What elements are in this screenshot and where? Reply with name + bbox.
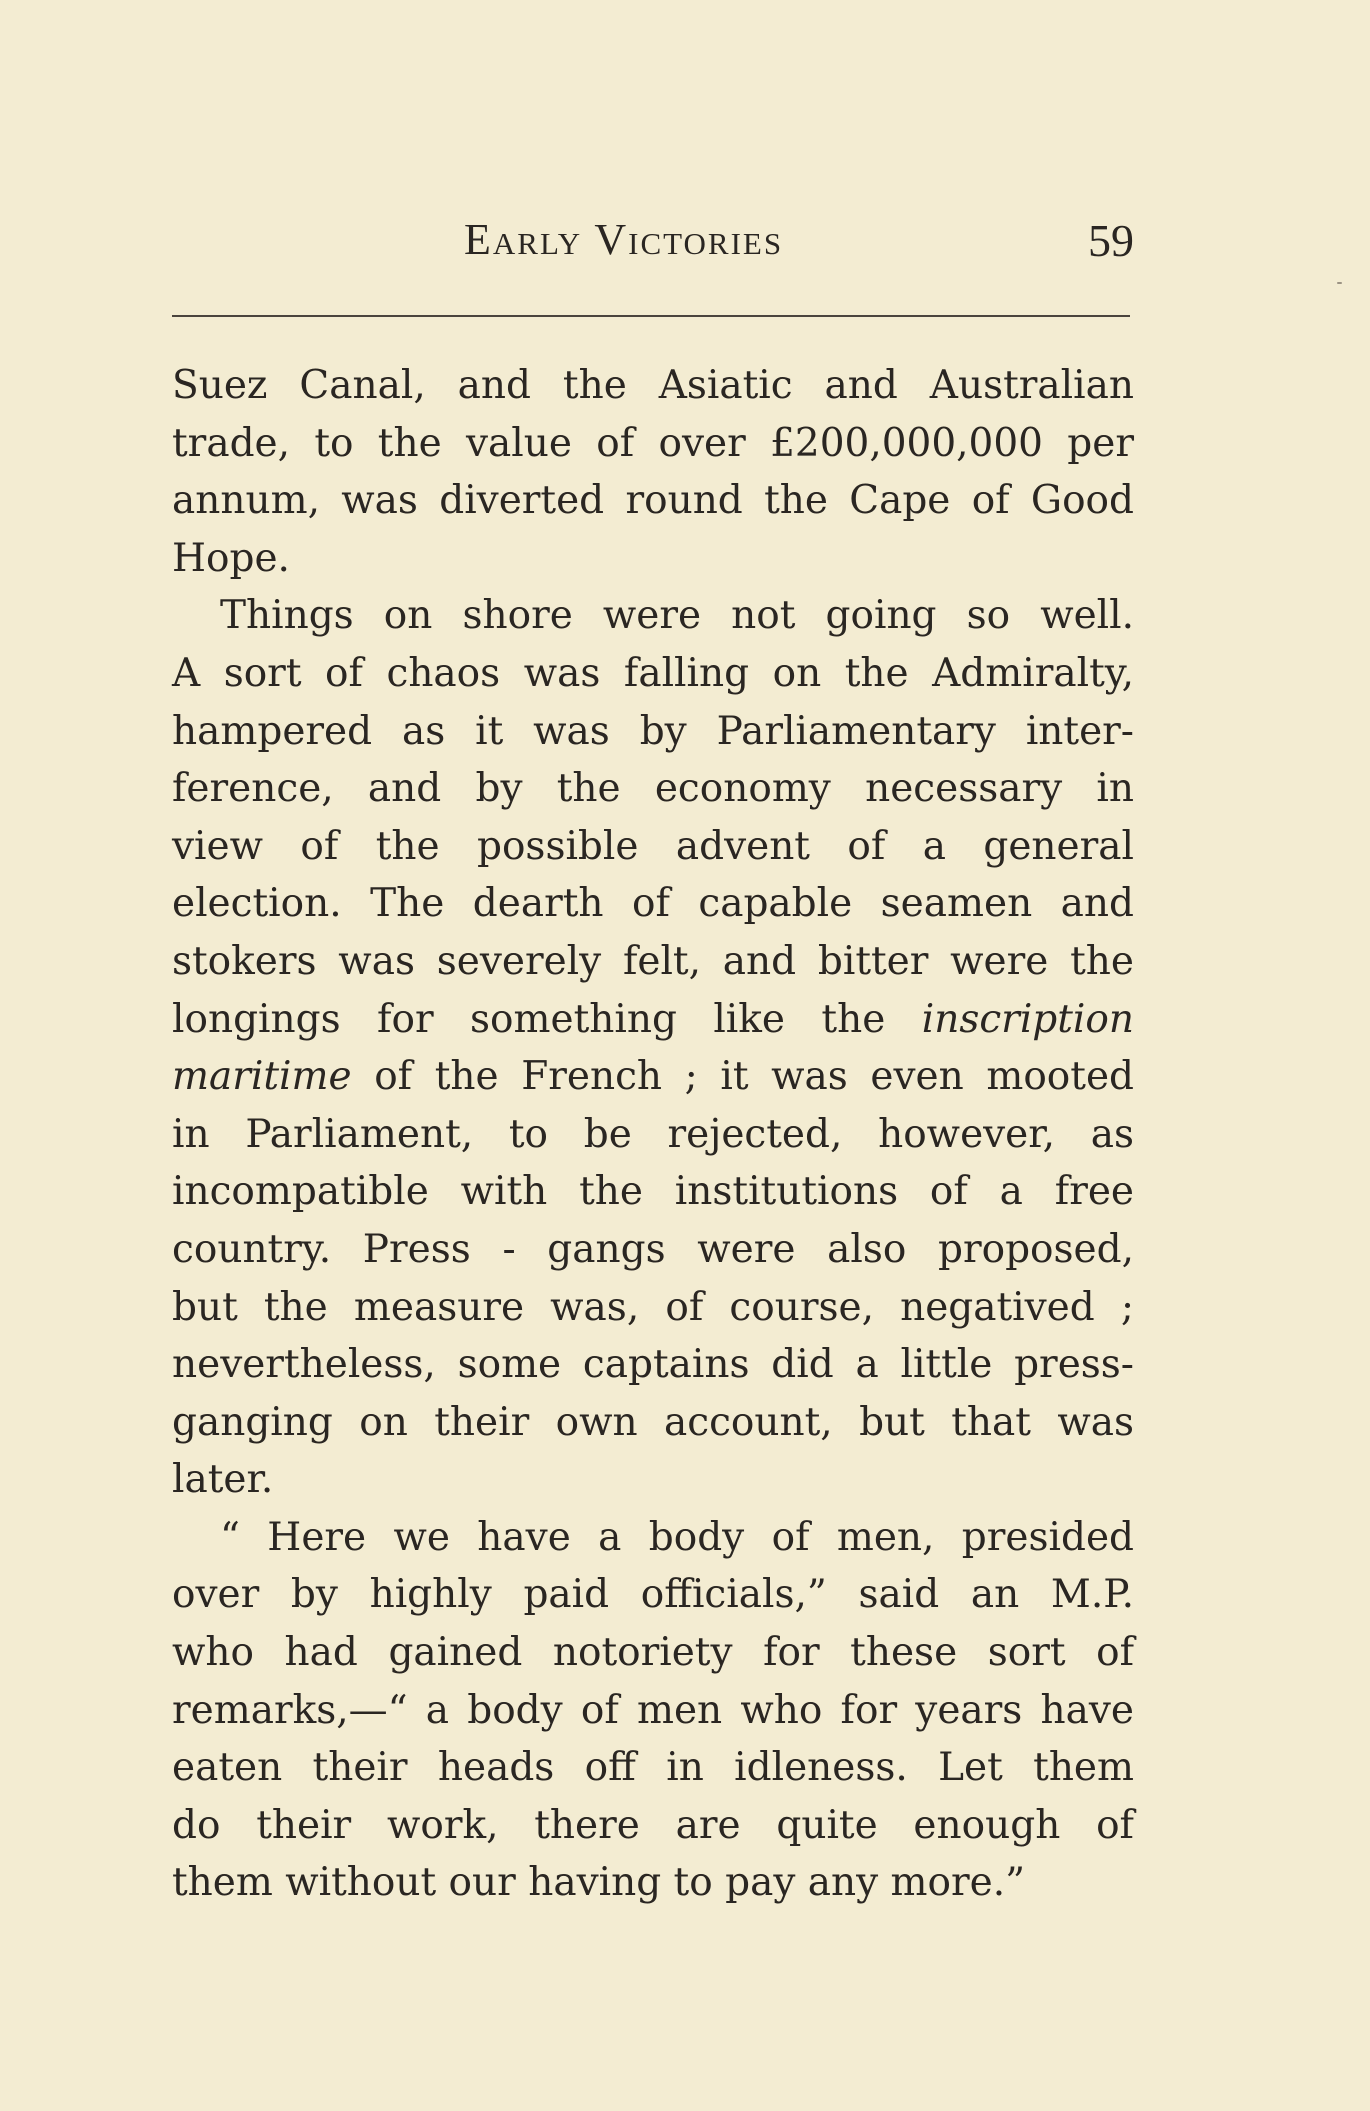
text-line: hampered as it was by Parliamentary inter- bbox=[172, 708, 1134, 754]
text-line: trade, to the value of over £200,000,000 per bbox=[172, 420, 1134, 466]
text-line: Things on shore were not going so well. bbox=[220, 593, 1134, 639]
text-line: later. bbox=[172, 1457, 274, 1503]
paragraph-1 bbox=[172, 357, 1134, 587]
chapter-running-title: Early Victories bbox=[464, 215, 784, 264]
text-line: nevertheless, some captains did a little press- bbox=[172, 1342, 1134, 1388]
text-line: remarks,—“ a body of men who for years have bbox=[172, 1687, 1134, 1733]
text-line: Hope. bbox=[172, 535, 290, 581]
text-line: ganging on their own account, but that was bbox=[172, 1399, 1134, 1445]
text-line: over by highly paid officials,” said an M.P. bbox=[172, 1572, 1134, 1618]
text-line: them without our having to pay any more.” bbox=[172, 1860, 1026, 1906]
text-line-with-italic bbox=[172, 1048, 1134, 1106]
text-line: country. Press - gangs were also proposed, bbox=[172, 1226, 1134, 1272]
text-line: election. The dearth of capable seamen and bbox=[172, 881, 1134, 927]
text-line: Suez Canal, and the Asiatic and Australian bbox=[172, 363, 1134, 408]
text-line: who had gained notoriety for these sort of bbox=[172, 1630, 1134, 1676]
text-line: do their work, there are quite enough of bbox=[172, 1802, 1134, 1848]
text-line: incompatible with the institutions of a free bbox=[172, 1169, 1134, 1215]
header-rule bbox=[172, 315, 1130, 317]
text-run: longings for something like the bbox=[172, 996, 886, 1042]
text-line: “ Here we have a body of men, presided bbox=[220, 1514, 1134, 1560]
body-text bbox=[172, 357, 1134, 1912]
text-line: eaten their heads off in idleness. Let them bbox=[172, 1745, 1134, 1791]
italic-term: inscription bbox=[921, 996, 1135, 1042]
paragraph-3 bbox=[172, 1509, 1134, 1912]
paragraph-2 bbox=[172, 587, 1134, 1509]
italic-term: maritime bbox=[172, 1054, 352, 1100]
paper-speck bbox=[1337, 282, 1342, 284]
text-line: but the measure was, of course, negatived ; bbox=[172, 1284, 1134, 1330]
page-number: 59 bbox=[1088, 215, 1134, 266]
text-run: of the French ; it was even mooted bbox=[374, 1054, 1135, 1100]
text-line: view of the possible advent of a general bbox=[172, 823, 1134, 869]
text-line: annum, was diverted round the Cape of Good bbox=[172, 478, 1134, 524]
running-head bbox=[172, 214, 1138, 274]
text-line-with-italic bbox=[172, 991, 1134, 1049]
text-line: A sort of chaos was falling on the Admiralty, bbox=[172, 650, 1134, 696]
text-line: ference, and by the economy necessary in bbox=[172, 766, 1134, 812]
text-line: in Parliament, to be rejected, however, as bbox=[172, 1111, 1134, 1157]
text-line: stokers was severely felt, and bitter were the bbox=[172, 938, 1134, 984]
